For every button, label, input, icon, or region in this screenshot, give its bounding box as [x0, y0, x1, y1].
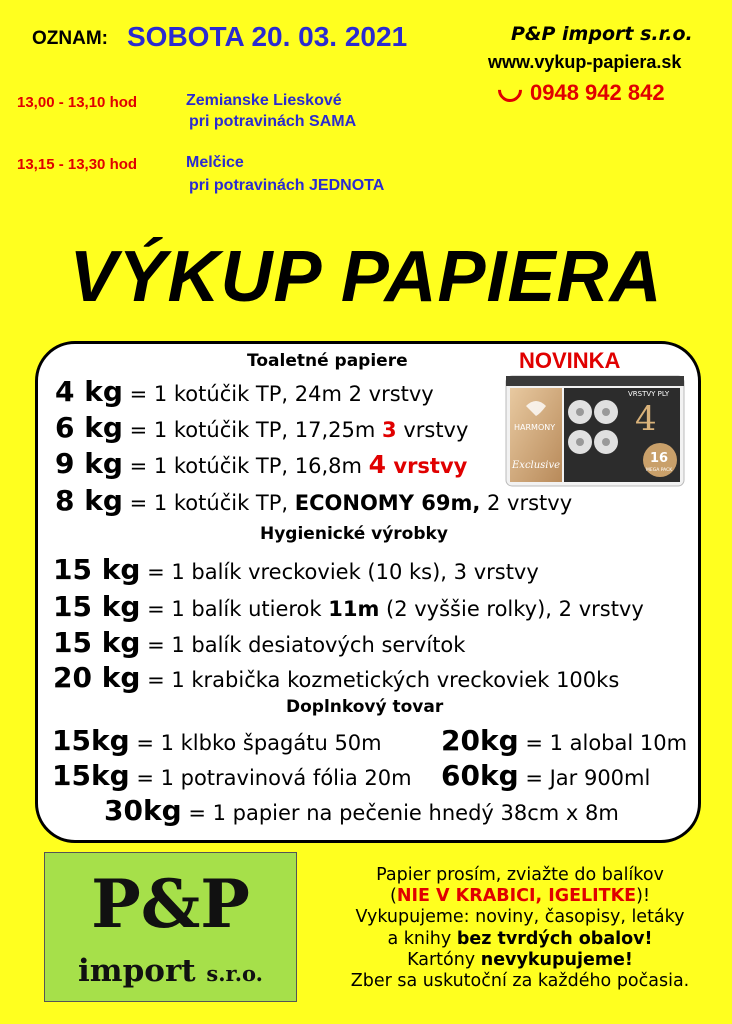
price-line: 9 kg = 1 kotúčik TP, 16,8m 4 vrstvy [55, 447, 468, 480]
price-line: 20 kg = 1 krabička kozmetických vreckoviek 100ks [53, 661, 620, 694]
company-logo [44, 852, 297, 1002]
price-line: 15kg = 1 klbko špagátu 50m [52, 724, 382, 757]
phone-icon [493, 73, 527, 107]
phone-text: 0948 942 842 [530, 80, 665, 105]
schedule-time-1: 13,00 - 13,10 hod [17, 94, 138, 111]
section-heading-extra: Doplnkový tovar [286, 697, 444, 717]
note-line: a knihy bez tvrdých obalov! [387, 928, 653, 949]
section-heading-toilet: Toaletné papiere [247, 351, 408, 371]
note-line: Papier prosím, zviažte do balíkov [376, 865, 664, 885]
toilet-paper-pack-image [500, 372, 690, 490]
section-heading-hygiene: Hygienické výrobky [260, 524, 448, 544]
note-line: Vykupujeme: noviny, časopisy, letáky [355, 907, 685, 928]
logo-main-text: P&P [91, 865, 250, 943]
price-line: 15 kg = 1 balík utierok 11m (2 vyššie rolky), 2 vrstvy [53, 590, 644, 623]
pack-count: 16 [650, 451, 669, 466]
schedule-detail-1: pri potravinách SAMA [189, 113, 357, 130]
price-line: 8 kg = 1 kotúčik TP, ECONOMY 69m, 2 vrstvy [55, 484, 573, 517]
note-line: Kartóny nevykupujeme! [407, 949, 633, 970]
brand-text: HARMONY [514, 423, 556, 432]
schedule-detail-2: pri potravinách JEDNOTA [189, 177, 385, 194]
pack-label: MEGA PACK [646, 468, 673, 473]
event-date: SOBOTA 20. 03. 2021 [127, 21, 408, 52]
page-title: VÝKUP PAPIERA [69, 237, 663, 317]
price-line: 6 kg = 1 kotúčik TP, 17,25m 3 vrstvy [55, 411, 469, 444]
price-line: 15kg = 1 potravinová fólia 20m [52, 759, 412, 792]
line-text: Exclusive [512, 460, 561, 471]
collection-notes [330, 865, 710, 992]
ply-label: VRSTVY PLY [628, 390, 670, 398]
ply-number: 4 [635, 399, 657, 439]
note-line: (NIE V KRABICI, IGELITKE)! [390, 886, 650, 907]
schedule-place-2: Melčice [186, 154, 244, 171]
price-line: 15 kg = 1 balík desiatových servítok [53, 626, 466, 659]
schedule-place-1: Zemianske Lieskové [186, 92, 342, 109]
note-line: Zber sa uskutoční za každého počasia. [350, 971, 690, 992]
price-line: 30kg = 1 papier na pečenie hnedý 38cm x 8m [104, 794, 619, 827]
phone-number[interactable] [498, 78, 665, 106]
price-line: 4 kg = 1 kotúčik TP, 24m 2 vrstvy [55, 375, 434, 408]
announcement-label: OZNAM: [32, 28, 108, 49]
price-line: 60kg = Jar 900ml [441, 759, 651, 792]
website-link[interactable]: www.vykup-papiera.sk [488, 52, 682, 72]
price-line: 15 kg = 1 balík vreckoviek (10 ks), 3 vrstvy [53, 553, 539, 586]
company-name: P&P import s.r.o. [511, 23, 693, 45]
schedule-time-2: 13,15 - 13,30 hod [17, 156, 138, 173]
price-line: 20kg = 1 alobal 10m [441, 724, 688, 757]
logo-sub-text: import s.r.o. [78, 953, 263, 989]
new-product-badge: NOVINKA [519, 348, 621, 373]
